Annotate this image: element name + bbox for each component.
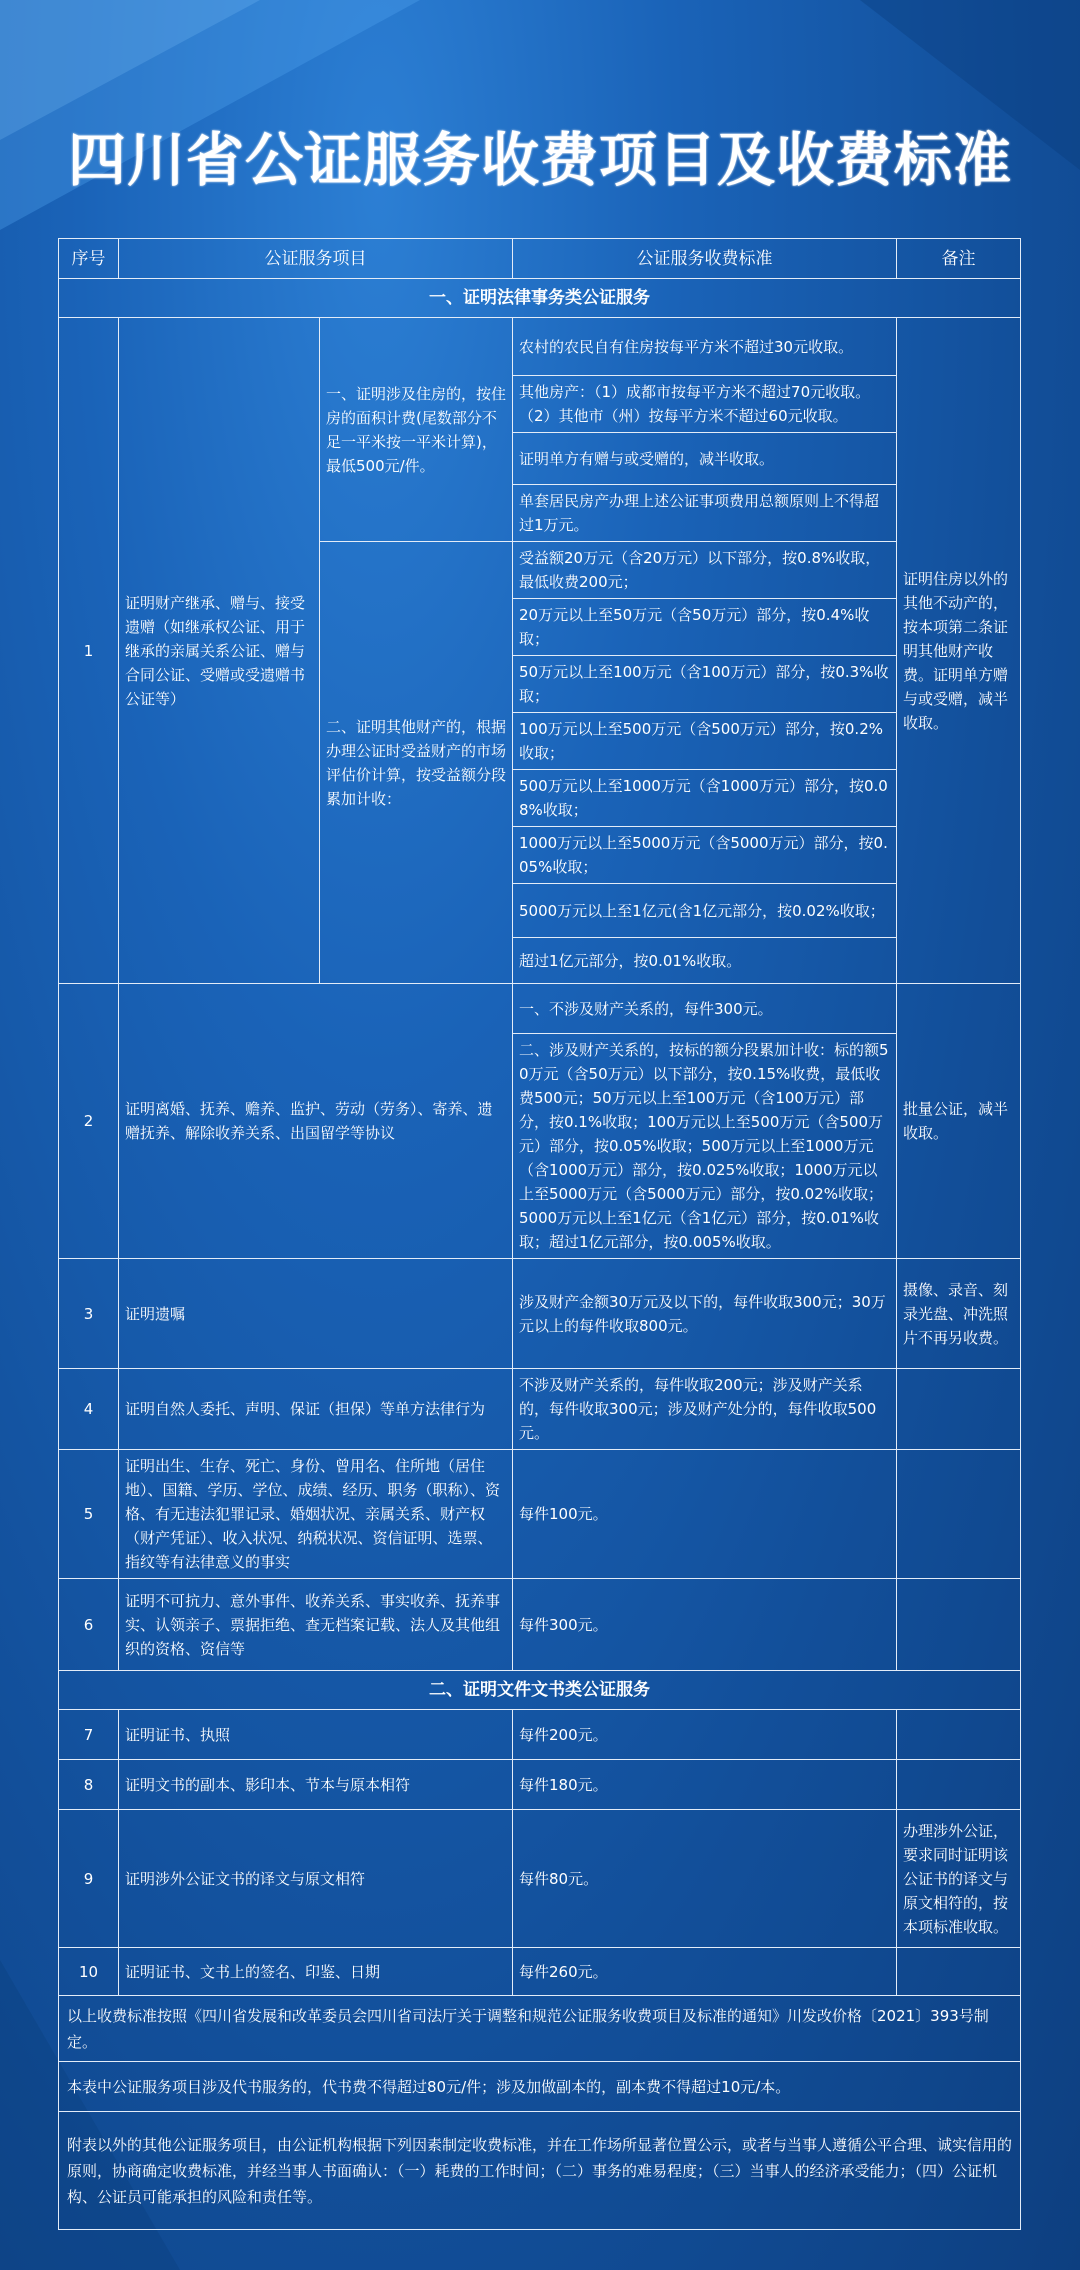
note-row bbox=[59, 2112, 1021, 2230]
row-sub-item: 一、证明涉及住房的，按住房的面积计费(尾数部分不足一平米按一平米计算)，最低500元/件。 bbox=[320, 318, 513, 542]
table-row bbox=[59, 984, 1021, 1034]
row-remark: 摄像、录音、刻录光盘、冲洗照片不再另收费。 bbox=[897, 1259, 1021, 1369]
table-row bbox=[59, 1369, 1021, 1450]
fee-table bbox=[58, 238, 1021, 2230]
standard-cell: 单套居民房产办理上述公证事项费用总额原则上不得超过1万元。 bbox=[513, 485, 897, 542]
table-row bbox=[59, 1710, 1021, 1760]
section-row bbox=[59, 1671, 1021, 1710]
row-item: 证明文书的副本、影印本、节本与原本相符 bbox=[119, 1760, 513, 1810]
row-number: 6 bbox=[59, 1579, 119, 1671]
standard-cell: 不涉及财产关系的，每件收取200元；涉及财产关系的，每件收取300元；涉及财产处分的，每件收取500元。 bbox=[513, 1369, 897, 1450]
row-remark bbox=[897, 1450, 1021, 1579]
row-number: 7 bbox=[59, 1710, 119, 1760]
standard-cell: 一、不涉及财产关系的，每件300元。 bbox=[513, 984, 897, 1034]
standard-cell: 农村的农民自有住房按每平方米不超过30元收取。 bbox=[513, 318, 897, 376]
table-row bbox=[59, 1259, 1021, 1369]
row-item: 证明自然人委托、声明、保证（担保）等单方法律行为 bbox=[119, 1369, 513, 1450]
table-row bbox=[59, 318, 1021, 376]
standard-cell: 二、涉及财产关系的，按标的额分段累加计收：标的额50万元（含50万元）以下部分，按0.15%收费，最低收费500元；50万元以上至100万元（含100万元）部分，按0.1%收取；100万元以上至500万元（含500万元）部分，按0.05%收取；500万元以上至1000万元（含1000万元）部分，按0.025%收取；1000万元以上至5000万元（含5000万元）部分，按0.02%收取；5000万元以上至1亿元（含1亿元）部分，按0.01%收取；超过1亿元部分，按0.005%收取。 bbox=[513, 1034, 897, 1259]
section-title-1: 一、证明法律事务类公证服务 bbox=[59, 279, 1021, 318]
row-item: 证明遗嘱 bbox=[119, 1259, 513, 1369]
header-no: 序号 bbox=[59, 239, 119, 279]
row-remark bbox=[897, 1710, 1021, 1760]
note-row bbox=[59, 1996, 1021, 2062]
row-remark bbox=[897, 1760, 1021, 1810]
standard-cell: 每件260元。 bbox=[513, 1948, 897, 1996]
table-header-row bbox=[59, 239, 1021, 279]
row-remark: 批量公证，减半收取。 bbox=[897, 984, 1021, 1259]
standard-cell: 其他房产：（1）成都市按每平方米不超过70元收取。（2）其他市（州）按每平方米不超过60元收取。 bbox=[513, 376, 897, 433]
table-row bbox=[59, 1810, 1021, 1948]
row-number: 3 bbox=[59, 1259, 119, 1369]
row-remark bbox=[897, 1369, 1021, 1450]
row-item: 证明离婚、抚养、赡养、监护、劳动（劳务）、寄养、遗赠抚养、解除收养关系、出国留学等协议 bbox=[119, 984, 513, 1259]
row-item: 证明证书、执照 bbox=[119, 1710, 513, 1760]
header-remark: 备注 bbox=[897, 239, 1021, 279]
standard-cell: 100万元以上至500万元（含500万元）部分，按0.2%收取； bbox=[513, 713, 897, 770]
note-text: 本表中公证服务项目涉及代书服务的，代书费不得超过80元/件；涉及加做副本的，副本费不得超过10元/本。 bbox=[59, 2062, 1021, 2112]
row-sub-item: 二、证明其他财产的，根据办理公证时受益财产的市场评估价计算，按受益额分段累加计收： bbox=[320, 542, 513, 984]
row-number: 10 bbox=[59, 1948, 119, 1996]
table-row bbox=[59, 1948, 1021, 1996]
row-number: 4 bbox=[59, 1369, 119, 1450]
page-title: 四川省公证服务收费项目及收费标准 bbox=[67, 126, 1012, 194]
row-number: 8 bbox=[59, 1760, 119, 1810]
header-standard: 公证服务收费标准 bbox=[513, 239, 897, 279]
row-remark bbox=[897, 1579, 1021, 1671]
row-item: 证明证书、文书上的签名、印鉴、日期 bbox=[119, 1948, 513, 1996]
row-remark: 证明住房以外的其他不动产的，按本项第二条证明其他财产收费。证明单方赠与或受赠，减半收取。 bbox=[897, 318, 1021, 984]
row-number: 1 bbox=[59, 318, 119, 984]
row-item: 证明不可抗力、意外事件、收养关系、事实收养、抚养事实、认领亲子、票据拒绝、查无档案记载、法人及其他组织的资格、资信等 bbox=[119, 1579, 513, 1671]
standard-cell: 20万元以上至50万元（含50万元）部分，按0.4%收取； bbox=[513, 599, 897, 656]
row-number: 9 bbox=[59, 1810, 119, 1948]
row-item: 证明财产继承、赠与、接受遗赠（如继承权公证、用于继承的亲属关系公证、赠与合同公证、受赠或受遗赠书公证等） bbox=[119, 318, 320, 984]
header-item: 公证服务项目 bbox=[119, 239, 513, 279]
table-row bbox=[59, 1450, 1021, 1579]
row-item: 证明出生、生存、死亡、身份、曾用名、住所地（居住地）、国籍、学历、学位、成绩、经历、职务（职称）、资格、有无违法犯罪记录、婚姻状况、亲属关系、财产权（财产凭证）、收入状况、纳税状况、资信证明、选票、指纹等有法律意义的事实 bbox=[119, 1450, 513, 1579]
standard-cell: 每件180元。 bbox=[513, 1760, 897, 1810]
standard-cell: 涉及财产金额30万元及以下的，每件收取300元；30万元以上的每件收取800元。 bbox=[513, 1259, 897, 1369]
table-row bbox=[59, 1579, 1021, 1671]
note-text: 以上收费标准按照《四川省发展和改革委员会四川省司法厅关于调整和规范公证服务收费项目及标准的通知》川发改价格〔2021〕393号制定。 bbox=[59, 1996, 1021, 2062]
standard-cell: 超过1亿元部分，按0.01%收取。 bbox=[513, 938, 897, 984]
section-title-2: 二、证明文件文书类公证服务 bbox=[59, 1671, 1021, 1710]
row-number: 2 bbox=[59, 984, 119, 1259]
section-row bbox=[59, 279, 1021, 318]
standard-cell: 每件80元。 bbox=[513, 1810, 897, 1948]
row-number: 5 bbox=[59, 1450, 119, 1579]
standard-cell: 5000万元以上至1亿元(含1亿元部分，按0.02%收取； bbox=[513, 884, 897, 938]
standard-cell: 每件100元。 bbox=[513, 1450, 897, 1579]
standard-cell: 500万元以上至1000万元（含1000万元）部分，按0.08%收取； bbox=[513, 770, 897, 827]
standard-cell: 每件300元。 bbox=[513, 1579, 897, 1671]
standard-cell: 1000万元以上至5000万元（含5000万元）部分，按0.05%收取； bbox=[513, 827, 897, 884]
standard-cell: 证明单方有赠与或受赠的，减半收取。 bbox=[513, 433, 897, 485]
row-remark bbox=[897, 1948, 1021, 1996]
row-item: 证明涉外公证文书的译文与原文相符 bbox=[119, 1810, 513, 1948]
standard-cell: 受益额20万元（含20万元）以下部分，按0.8%收取，最低收费200元； bbox=[513, 542, 897, 599]
note-row bbox=[59, 2062, 1021, 2112]
standard-cell: 50万元以上至100万元（含100万元）部分，按0.3%收取； bbox=[513, 656, 897, 713]
note-text: 附表以外的其他公证服务项目，由公证机构根据下列因素制定收费标准，并在工作场所显著位置公示，或者与当事人遵循公平合理、诚实信用的原则，协商确定收费标准，并经当事人书面确认：（一）耗费的工作时间；（二）事务的难易程度；（三）当事人的经济承受能力；（四）公证机构、公证员可能承担的风险和责任等。 bbox=[59, 2112, 1021, 2230]
row-remark: 办理涉外公证，要求同时证明该公证书的译文与原文相符的，按本项标准收取。 bbox=[897, 1810, 1021, 1948]
table-row bbox=[59, 1760, 1021, 1810]
standard-cell: 每件200元。 bbox=[513, 1710, 897, 1760]
